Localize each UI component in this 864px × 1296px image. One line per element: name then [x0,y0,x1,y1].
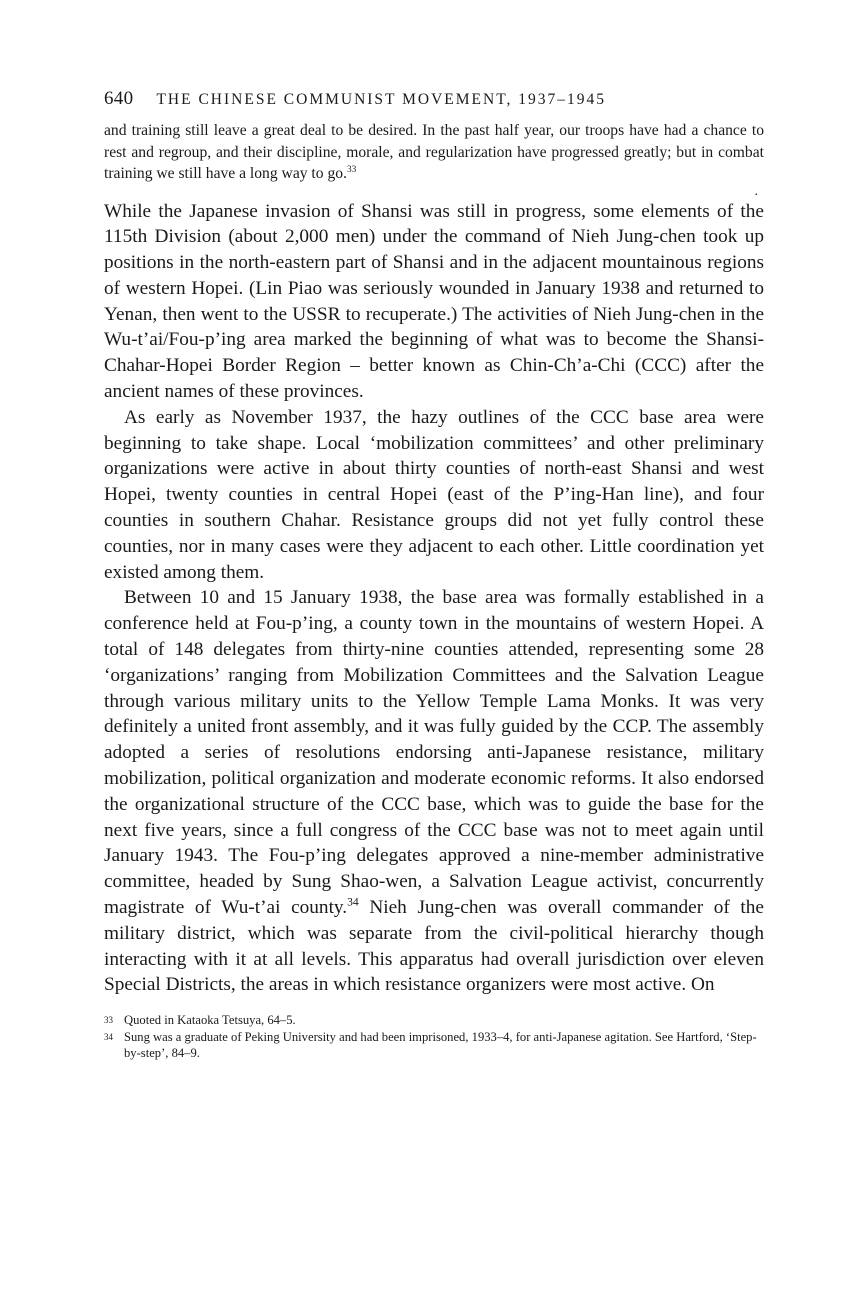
paragraph [104,585,764,998]
page-number: 640 [104,88,134,109]
footnote-ref-34[interactable]: 34 [347,895,359,909]
stray-dot-mark: . [754,183,758,199]
block-quote-text: and training still leave a great deal to be desired. In the past half year, our troops have had a chance to rest and regroup, and their discipline, morale, and regularization have progressed greatly; but in combat training we still have a long way to go. [104,122,764,182]
block-quote [104,120,764,185]
footnote-text: Quoted in Kataoka Tetsuya, 64–5. [124,1013,296,1028]
book-page [104,82,764,1062]
paragraph-text: Between 10 and 15 January 1938, the base area was formally established in a conference held at Fou-p’ing, a county town in the mountains of western Hopei. A total of 148 delegates from thirty-nine counties attended, representing some 28 ‘organizations’ ranging from Mobilization Committees and the Salvation League through various military units to the Yellow Temple Lama Monks. It was very definitely a united front assembly, and it was fully guided by the CCP. The assembly adopted a series of resolutions endorsing anti-Japanese resistance, military mobilization, political organization and moderate economic reforms. It also endorsed the organizational structure of the CCC base, which was to guide the base for the next five years, since a full congress of the CCC base was not to meet again until January 1943. The Fou-p’ing delegates approved a nine-member administrative committee, headed by Sung Shao-wen, a Salvation League activist, concurrently magistrate of Wu-t’ai county. [104,587,764,919]
running-header [104,82,764,116]
footnote-ref-33[interactable]: 33 [346,164,357,175]
footnote [104,1029,764,1062]
running-title: THE CHINESE COMMUNIST MOVEMENT, 1937–1945 [156,91,607,108]
paragraph: As early as November 1937, the hazy outlines of the CCC base area were beginning to take shape. Local ‘mobilization committees’ and other preliminary organizations were active in about thirty counties of north-east Shansi and west Hopei, twenty counties in central Hopei (east of the P’ing-Han line), and four counties in southern Chahar. Resistance groups did not yet fully control these counties, nor in many cases were they adjacent to each other. Little coordination yet existed among them. [104,406,764,583]
paragraph: While the Japanese invasion of Shansi was still in progress, some elements of the 115th Division (about 2,000 men) under the command of Nieh Jung-chen took up positions in the north-eastern part of Shansi and in the adjacent mountainous regions of western Hopei. (Lin Piao was seriously wounded in January 1938 and returned to Yenan, then went to the USSR to recuperate.) The activities of Nieh Jung-chen in the Wu-t’ai/Fou-p’ing area marked the beginning of what was to become the Shansi-Chahar-Hopei Border Region – better known as Chin-Ch’a-Chi (CCC) after the ancient names of these provinces. [104,200,764,403]
footnotes [104,1012,764,1062]
footnote-number: 33 [104,1015,113,1026]
paragraph-text: Nieh Jung-chen was overall commander of the military district, which was separate from the civil-political hierarchy though interacting with it at all levels. This apparatus had overall jurisdiction over eleven Special Districts, the areas in which resistance organizers were most active. On [104,897,764,996]
footnote-text: Sung was a graduate of Peking University and had been imprisoned, 1933–4, for anti-Japanese agitation. See Hartford, ‘Step-by-step’, 84–9. [124,1029,757,1061]
body-text [104,199,764,999]
footnote [104,1012,764,1029]
footnote-number: 34 [104,1031,113,1042]
